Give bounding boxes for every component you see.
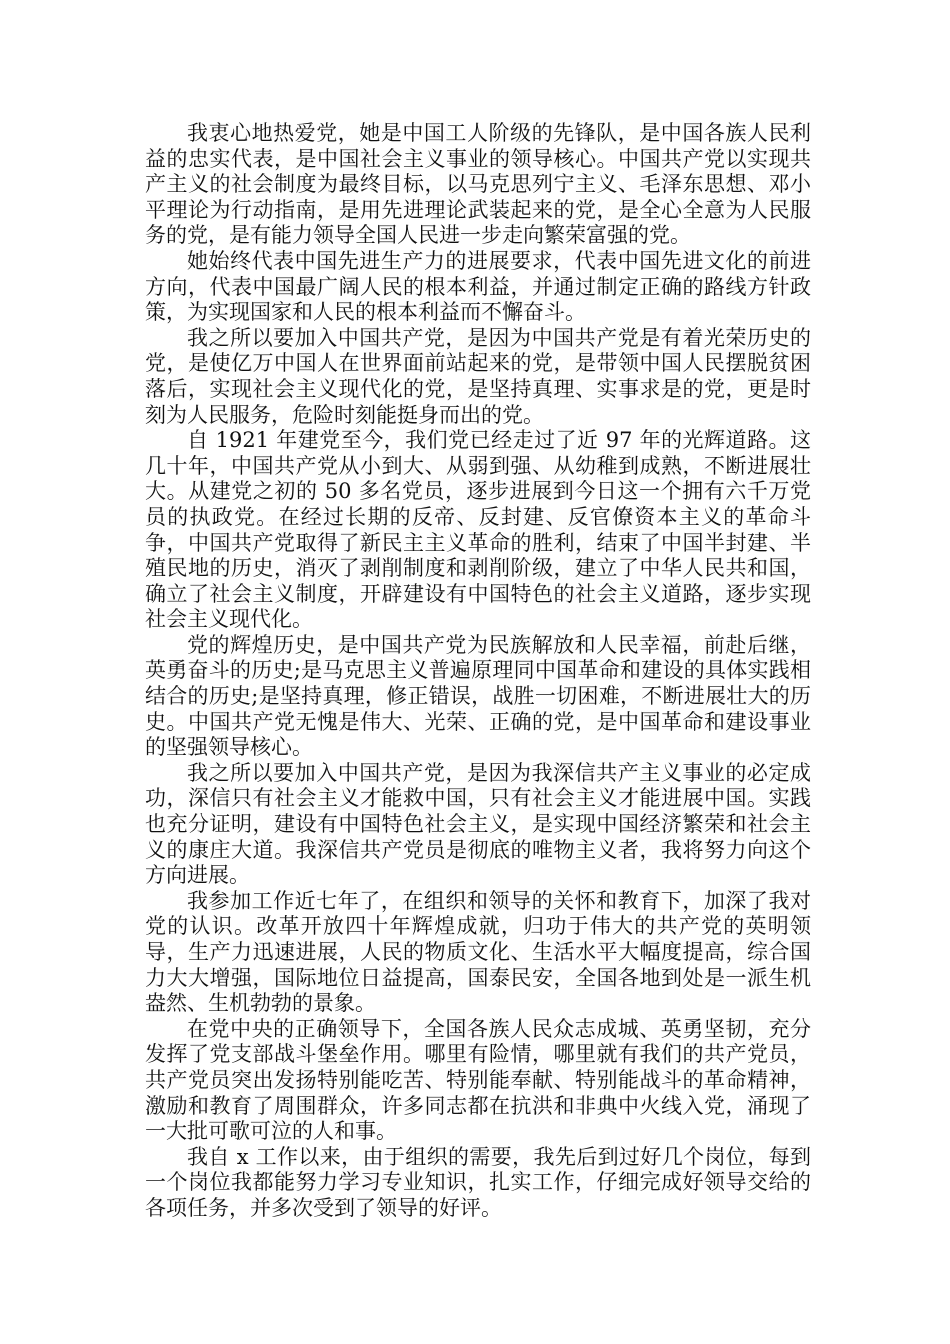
paragraph-4: 自 1921 年建党至今，我们党已经走过了近 97 年的光辉道路。这几十年，中国共产党从小到大、从弱到强、从幼稚到成熟，不断进展壮大。从建党之初的 50 多名党员，逐步进展到今日这一个拥有六千万党员的执政党。在经过长期的反帝、反封建、反官僚资本主义的革命斗争，中国共产党取得了新民主主义革命的胜利，结束了中国半封建、半殖民地的历史，消灭了剥削制度和剥削阶级，建立了中华人民共和国，确立了社会主义制度，开辟建设有中国特色的社会主义道路，逐步实现社会主义现代化。 [145,428,811,632]
document-body [145,121,811,1222]
paragraph-6: 我之所以要加入中国共产党，是因为我深信共产主义事业的必定成功，深信只有社会主义才能救中国，只有社会主义才能进展中国。实践也充分证明，建设有中国特色社会主义，是实现中国经济繁荣和社会主义的康庄大道。我深信共产党员是彻底的唯物主义者，我将努力向这个方向进展。 [145,760,811,888]
paragraph-1: 我衷心地热爱党，她是中国工人阶级的先锋队，是中国各族人民利益的忠实代表，是中国社会主义事业的领导核心。中国共产党以实现共产主义的社会制度为最终目标，以马克思列宁主义、毛泽东思想、邓小平理论为行动指南，是用先进理论武装起来的党，是全心全意为人民服务的党，是有能力领导全国人民进一步走向繁荣富强的党。 [145,121,811,248]
paragraph-8: 在党中央的正确领导下，全国各族人民众志成城、英勇坚韧，充分发挥了党支部战斗堡垒作用。哪里有险情，哪里就有我们的共产党员，共产党员突出发扬特别能吃苦、特别能奉献、特别能战斗的革命精神，激励和教育了周围群众，许多同志都在抗洪和非典中火线入党，涌现了一大批可歌可泣的人和事。 [145,1016,811,1144]
paragraph-2: 她始终代表中国先进生产力的进展要求，代表中国先进文化的前进方向，代表中国最广阔人民的根本利益，并通过制定正确的路线方针政策，为实现国家和人民的根本利益而不懈奋斗。 [145,248,811,325]
paragraph-3: 我之所以要加入中国共产党，是因为中国共产党是有着光荣历史的党，是使亿万中国人在世界面前站起来的党，是带领中国人民摆脱贫困落后，实现社会主义现代化的党，是坚持真理、实事求是的党，更是时刻为人民服务，危险时刻能挺身而出的党。 [145,325,811,427]
paragraph-9: 我自 x 工作以来，由于组织的需要，我先后到过好几个岗位，每到一个岗位我都能努力学习专业知识，扎实工作，仔细完成好领导交给的各项任务，并多次受到了领导的好评。 [145,1144,811,1220]
paragraph-7: 我参加工作近七年了，在组织和领导的关怀和教育下，加深了我对党的认识。改革开放四十年辉煌成就，归功于伟大的共产党的英明领导，生产力迅速进展，人民的物质文化、生活水平大幅度提高，综合国力大大增强，国际地位日益提高，国泰民安，全国各地到处是一派生机盎然、生机勃勃的景象。 [145,888,811,1016]
paragraph-5: 党的辉煌历史，是中国共产党为民族解放和人民幸福，前赴后继，英勇奋斗的历史;是马克思主义普遍原理同中国革命和建设的具体实践相结合的历史;是坚持真理，修正错误，战胜一切困难，不断进展壮大的历史。中国共产党无愧是伟大、光荣、正确的党，是中国革命和建设事业的坚强领导核心。 [145,632,811,760]
